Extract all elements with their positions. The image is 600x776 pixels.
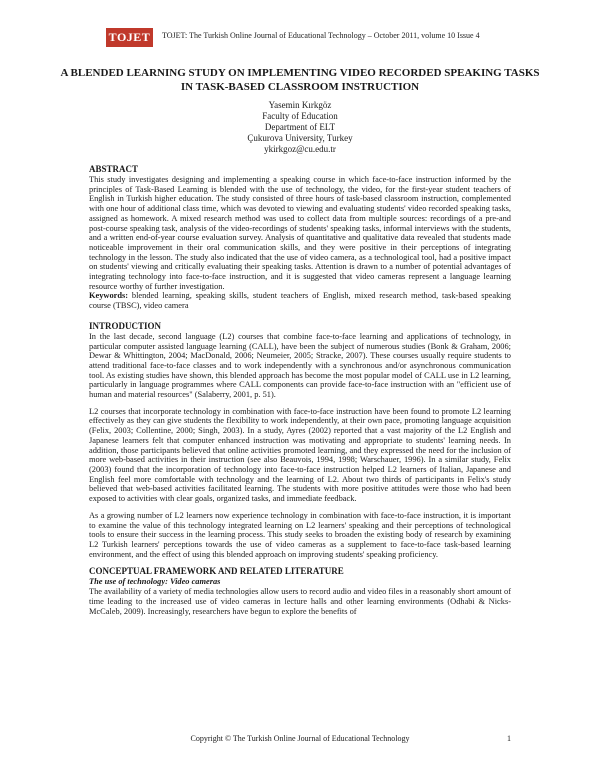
framework-heading: CONCEPTUAL FRAMEWORK AND RELATED LITERATURE bbox=[89, 566, 344, 577]
journal-line: TOJET: The Turkish Online Journal of Educational Technology – October 2011, volume 10 Issue 4 bbox=[162, 31, 480, 40]
paper-body bbox=[89, 164, 511, 623]
page-number: 1 bbox=[507, 734, 511, 743]
framework-subheading: The use of technology: Video cameras bbox=[89, 577, 221, 587]
journal-header bbox=[106, 28, 536, 48]
introduction-paragraph-2: L2 courses that incorporate technology in combination with face-to-face instruction have been found to promote L2 learning effectively as they can give students the flexibility to work independently, at their own pace, promoting language acquisition (Felix, 2003; Collentine, 2000; Singh, 2003). In a study, Ayres (2002) reported that a vast majority of the L2 English and Japanese learners felt that computer enhanced instruction was motivating and appropriate to students' learning needs. In addition, those participants believed that online activities promoted learning, and they expressed the need for the inclusion of more web-based activities in their instruction (see also Beauvois, 1994, 1998; Warschauer, 1996). In a similar study, Felix (2003) found that the incorporation of technology into face-to-face instruction helped L2 learners of Italian, Japanese and English feel more comfortable with technology and the learning of L2. About two thirds of participants in Felix's study believed that web-based activities facilitated learning. The students with more positive attitudes were those who had been exposed to activities with clear goals, organized tasks, and immediate feedback. bbox=[89, 406, 511, 504]
keywords-label: Keywords: bbox=[89, 291, 129, 301]
author-name: Yasemin Kırkgöz bbox=[268, 100, 332, 110]
abstract-heading: ABSTRACT bbox=[89, 164, 139, 174]
page-footer bbox=[89, 734, 511, 746]
author-department: Department of ELT bbox=[264, 122, 336, 132]
author-university: Çukurova University, Turkey bbox=[247, 133, 353, 143]
introduction-paragraph-3: As a growing number of L2 learners now experience technology in combination with face-to-face instruction, it is important to examine the value of this technology integrated learning on L2 learners' speaking and their perceptions of technological tools to ensure their success in the learning process. This study seeks to broaden the existing body of research by examining L2 Turkish learners' perceptions towards the use of video cameras as a supplement to face-to-face task-based learning environment, and the effect of using this blended approach on improving students' speaking proficiency. bbox=[89, 510, 511, 559]
abstract-paragraph: This study investigates designing and implementing a speaking course in which face-to-face instruction informed by the principles of Task-Based Learning is blended with the use of technology, the video, for the first-year student teachers of English in Turkish higher education. The study consisted of three hours of task-based classroom instruction, complemented with one hour of additional class time, which was devoted to viewing and evaluating students' video recorded speaking tasks, assigned as homework. A mixed research method was used to collect data from multiple sources: recordings of a pre-and post-course speaking task, analysis of the video-recordings of students' speaking tasks, informal interviews with the students, and a written end-of-year course evaluation survey. Analysis of quantitative and qualitative data revealed that students made noticeable improvement in their oral communication skills, and they were positive in their perceptions of integrating technology in the lesson. The study also indicated that the use of video camera, as a technological tool, had a positive impact on students' viewing and critically evaluating their speaking tasks. Attention is drawn to a number of potential advantages of integrating technology into face-to-face instruction, and it is suggested that video cameras represent a language learning resource worthy of further investigation. bbox=[89, 175, 511, 291]
abstract-text bbox=[89, 175, 511, 291]
author-block bbox=[150, 100, 450, 155]
journal-logo: TOJET bbox=[106, 28, 153, 47]
introduction-paragraph-1: In the last decade, second language (L2) courses that combine face-to-face learning and applications of technology, in particular computer assisted language learning (CALL), have been the subject of numerous studies (Bonk & Graham, 2006; Dewar & Whittington, 2004; MacDonald, 2006; Neumeier, 2005; Stracke, 2007). These courses usually require students to attend traditional face-to-face classes and to work independently with a synchronous and/or asynchronous communication tool. As existing studies have shown, this blended approach has become the most popular model of CALL use in L2 learning, particularly in language programmes where CALL components can provide face-to-face instruction with an "efficient use of human and material resources" (Salaberry, 2001, p. 51). bbox=[89, 331, 511, 400]
paper-title: A BLENDED LEARNING STUDY ON IMPLEMENTING VIDEO RECORDED SPEAKING TASKS IN TASK-BASED CLASSROOM INSTRUCTION bbox=[60, 67, 540, 93]
keywords-list: blended learning, speaking skills, student teachers of English, mixed research method, task-based speaking course (TBSC), video camera bbox=[89, 291, 511, 311]
framework-paragraph-1: The availability of a variety of media technologies allow users to record audio and video files in a reasonably short amount of time leading to the increased use of video cameras in lecture halls and other learning environments (Odhabi & Nicks-McCaleb, 2009). Increasingly, researchers have begun to explore the benefits of bbox=[89, 587, 511, 616]
introduction-heading: INTRODUCTION bbox=[89, 320, 162, 331]
copyright-notice: Copyright © The Turkish Online Journal of Educational Technology bbox=[190, 734, 410, 743]
author-email: ykirkgoz@cu.edu.tr bbox=[264, 144, 336, 154]
author-faculty: Faculty of Education bbox=[262, 111, 338, 121]
keywords-line bbox=[89, 291, 511, 310]
